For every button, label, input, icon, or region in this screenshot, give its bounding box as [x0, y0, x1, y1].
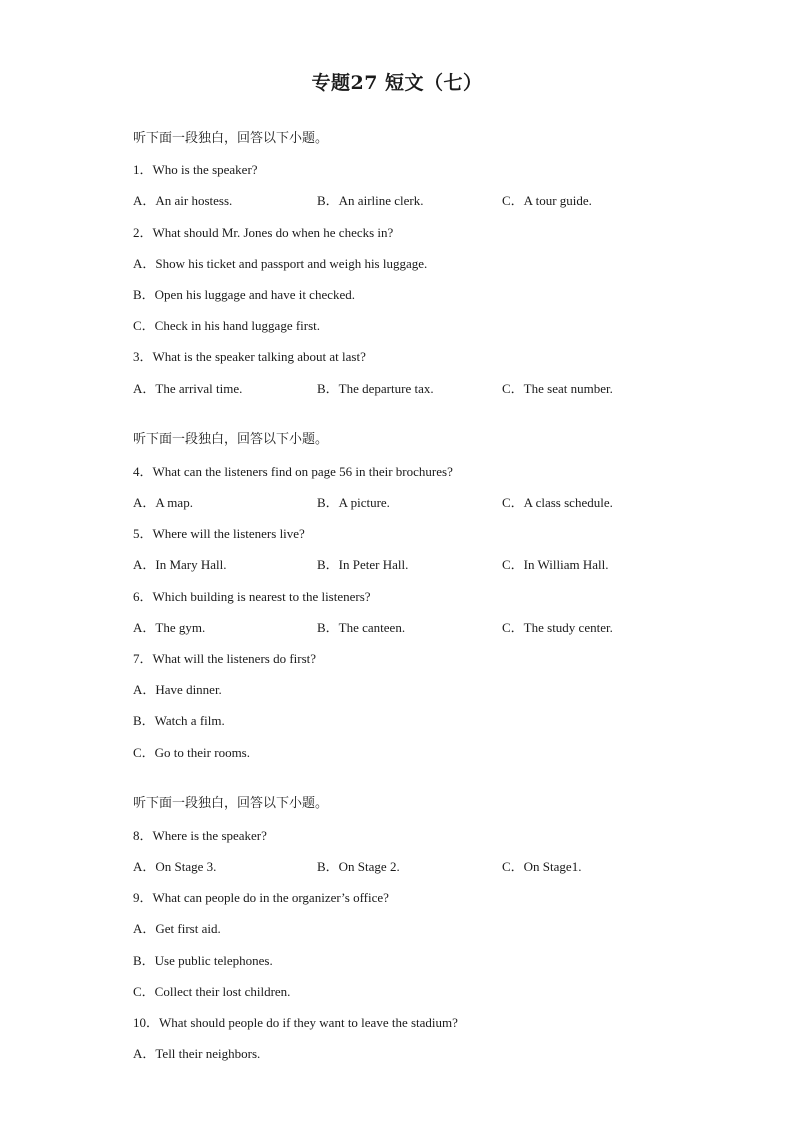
- option-a[interactable]: A．In Mary Hall.: [133, 557, 227, 572]
- option-c[interactable]: C．A class schedule.: [502, 495, 613, 510]
- question-6: 6．Which building is nearest to the listeners?: [133, 589, 371, 604]
- option-a[interactable]: A．Have dinner.: [133, 682, 222, 697]
- option-a[interactable]: A．Show his ticket and passport and weigh his luggage.: [133, 256, 428, 271]
- option-b[interactable]: B．The canteen.: [317, 620, 406, 635]
- option-a[interactable]: A．An air hostess.: [133, 193, 233, 208]
- options-row-q8: [133, 859, 753, 875]
- option-a[interactable]: A．Get first aid.: [133, 921, 221, 936]
- question-4: 4．What can the listeners find on page 56 in their brochures?: [133, 464, 453, 479]
- option-c[interactable]: C．In William Hall.: [502, 557, 609, 572]
- question-8: 8．Where is the speaker?: [133, 828, 267, 843]
- option-a[interactable]: A．Tell their neighbors.: [133, 1046, 261, 1061]
- option-b[interactable]: B．On Stage 2.: [317, 859, 400, 874]
- question-9: 9．What can people do in the organizer’s office?: [133, 890, 389, 905]
- question-3: 3．What is the speaker talking about at last?: [133, 349, 366, 364]
- option-b[interactable]: B．An airline clerk.: [317, 193, 424, 208]
- option-c[interactable]: C．Collect their lost children.: [133, 984, 291, 999]
- page-title: 专题27 短文（七）: [311, 72, 483, 94]
- option-c[interactable]: C．The study center.: [502, 620, 613, 635]
- option-a[interactable]: A．On Stage 3.: [133, 859, 217, 874]
- section-instruction: 听下面一段独白，回答以下小题。: [133, 432, 329, 447]
- options-row-q3: [133, 381, 753, 397]
- option-b[interactable]: B．In Peter Hall.: [317, 557, 409, 572]
- options-row-q4: [133, 495, 753, 511]
- question-1: 1．Who is the speaker?: [133, 162, 258, 177]
- question-2: 2．What should Mr. Jones do when he checks in?: [133, 225, 394, 240]
- option-c[interactable]: C．Check in his hand luggage first.: [133, 318, 321, 333]
- option-b[interactable]: B．A picture.: [317, 495, 390, 510]
- option-a[interactable]: A．The gym.: [133, 620, 206, 635]
- option-a[interactable]: A．The arrival time.: [133, 381, 243, 396]
- option-c[interactable]: C．On Stage1.: [502, 859, 582, 874]
- section-instruction: 听下面一段独白，回答以下小题。: [133, 131, 329, 146]
- question-10: 10．What should people do if they want to leave the stadium?: [133, 1015, 458, 1030]
- options-row-q5: [133, 557, 753, 573]
- option-c[interactable]: C．A tour guide.: [502, 193, 592, 208]
- option-b[interactable]: B．The departure tax.: [317, 381, 434, 396]
- options-row-q6: [133, 620, 753, 636]
- option-a[interactable]: A．A map.: [133, 495, 193, 510]
- section-instruction: 听下面一段独白，回答以下小题。: [133, 796, 329, 811]
- option-b[interactable]: B．Use public telephones.: [133, 953, 273, 968]
- option-b[interactable]: B．Open his luggage and have it checked.: [133, 287, 356, 302]
- option-b[interactable]: B．Watch a film.: [133, 713, 225, 728]
- options-row-q1: [133, 193, 753, 209]
- question-7: 7．What will the listeners do first?: [133, 651, 317, 666]
- option-c[interactable]: C．Go to their rooms.: [133, 745, 250, 760]
- question-5: 5．Where will the listeners live?: [133, 526, 305, 541]
- option-c[interactable]: C．The seat number.: [502, 381, 613, 396]
